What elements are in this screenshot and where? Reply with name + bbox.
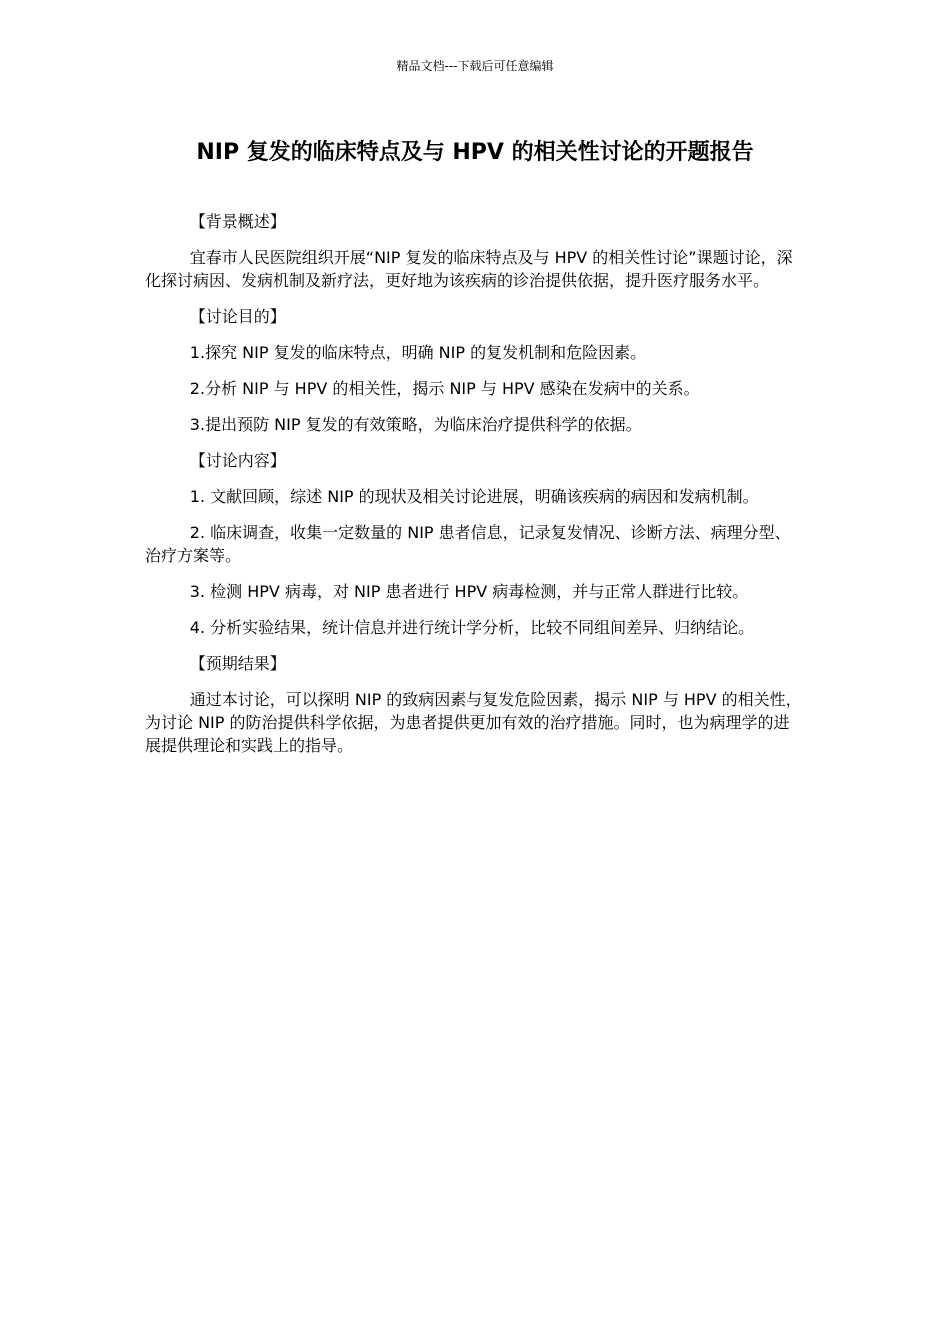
purpose-item: 3.提出预防 NIP 复发的有效策略，为临床治疗提供科学的依据。 [189,415,642,434]
background-paragraph: 宜春市人民医院组织开展“NIP 复发的临床特点及与 HPV 的相关性讨论”课题讨论，深化探讨病因、发病机制及新疗法，更好地为该疾病的诊治提供依据，提升医疗服务水平。 [145,248,793,290]
purpose-item: 2.分析 NIP 与 HPV 的相关性，揭示 NIP 与 HPV 感染在发病中的关系。 [189,379,700,398]
content-item: 3. 检测 HPV 病毒，对 NIP 患者进行 HPV 病毒检测，并与正常人群进行比较。 [189,582,749,601]
results-paragraph: 通过本讨论，可以探明 NIP 的致病因素与复发危险因素，揭示 NIP 与 HPV 的相关性，为讨论 NIP 的防治提供科学依据，为患者提供更加有效的治疗措施。同时，也为病理学的进展提供理论和实践上的指导。 [145,690,802,755]
document-body [145,210,805,770]
section-heading-content: 【讨论内容】 [189,451,286,470]
content-item: 2. 临床调查，收集一定数量的 NIP 患者信息，记录复发情况、诊断方法、病理分型、治疗方案等。 [145,523,791,565]
section-heading-background: 【背景概述】 [189,212,286,231]
section-heading-results: 【预期结果】 [189,654,286,673]
content-item: 1. 文献回顾，综述 NIP 的现状及相关讨论进展，明确该疾病的病因和发病机制。 [189,487,759,506]
document-title: NIP 复发的临床特点及与 HPV 的相关性讨论的开题报告 [196,140,754,165]
page-header: 精品文档---下载后可任意编辑 [396,59,554,73]
content-item: 4. 分析实验结果，统计信息并进行统计学分析，比较不同组间差异、归纳结论。 [189,618,755,637]
section-heading-purpose: 【讨论目的】 [189,307,286,326]
purpose-item: 1.探究 NIP 复发的临床特点，明确 NIP 的复发机制和危险因素。 [189,343,647,362]
